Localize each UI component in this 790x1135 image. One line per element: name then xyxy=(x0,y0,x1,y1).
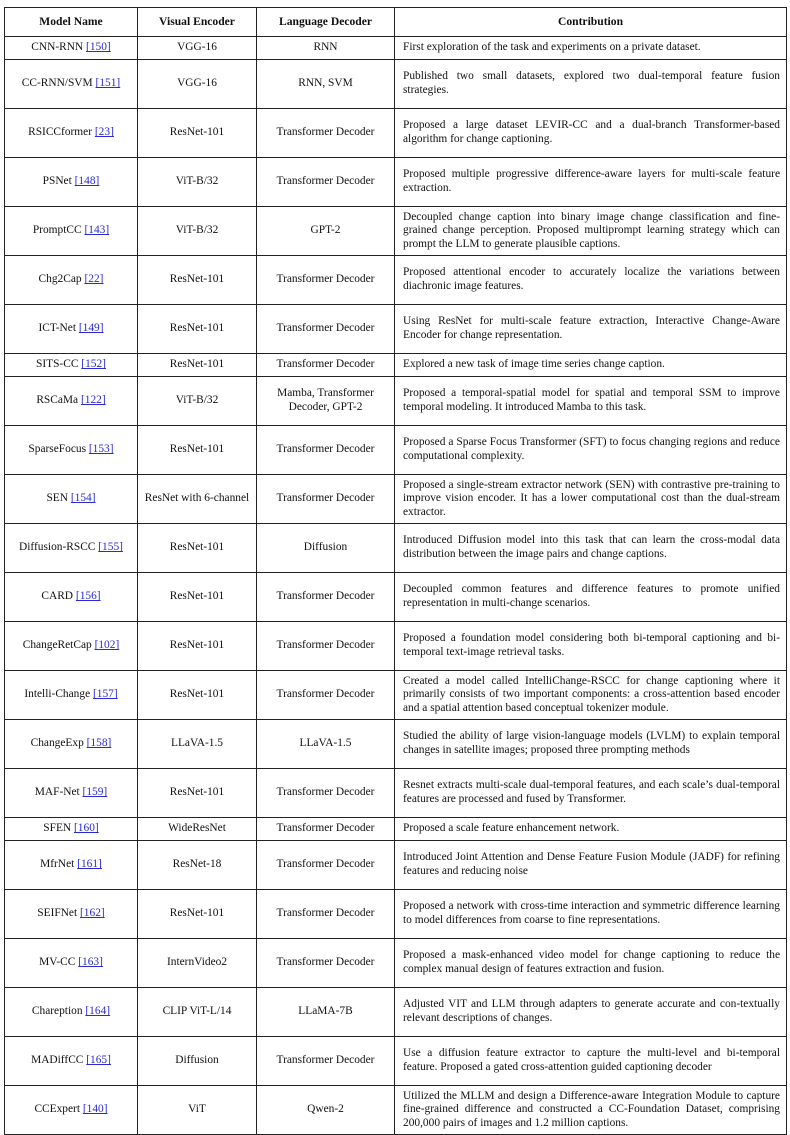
table-row xyxy=(5,354,787,377)
citation-link[interactable]: [153] xyxy=(88,443,114,456)
citation-link[interactable]: [122] xyxy=(80,394,106,407)
citation-link[interactable]: [149] xyxy=(78,322,104,335)
model-name: MADiffCC xyxy=(31,1054,84,1067)
citation-link[interactable]: [150] xyxy=(86,41,111,54)
table-row xyxy=(5,988,787,1037)
contribution-cell: Introduced Joint Attention and Dense Feature Fusion Module (JADF) for refining features and reducing noise xyxy=(395,841,787,890)
table-row xyxy=(5,769,787,818)
model-name-cell xyxy=(5,720,138,769)
citation-link[interactable]: [160] xyxy=(74,822,99,835)
citation-link[interactable]: [162] xyxy=(80,907,105,920)
visual-encoder-cell: ResNet-101 xyxy=(138,354,257,377)
visual-encoder-cell: ResNet with 6-channel xyxy=(138,475,257,524)
language-decoder-cell: Transformer Decoder xyxy=(257,1037,395,1086)
model-name-cell xyxy=(5,573,138,622)
model-name-cell xyxy=(5,671,138,720)
visual-encoder-cell: ViT-B/32 xyxy=(138,207,257,256)
language-decoder-cell: GPT-2 xyxy=(257,207,395,256)
visual-encoder-cell: ResNet-101 xyxy=(138,426,257,475)
language-decoder-cell: LLaVA-1.5 xyxy=(257,720,395,769)
model-name: MAF-Net xyxy=(34,786,80,799)
contribution-cell: Proposed a network with cross-time interaction and symmetric difference learning to model differences from coarse to fine representations. xyxy=(395,890,787,939)
model-name: MfrNet xyxy=(40,858,75,871)
visual-encoder-cell: ResNet-101 xyxy=(138,109,257,158)
citation-link[interactable]: [140] xyxy=(82,1103,108,1116)
language-decoder-cell: Transformer Decoder xyxy=(257,939,395,988)
contribution-cell: Resnet extracts multi-scale dual-temporal features, and each scale’s dual-temporal features are processed and fused by Transformer. xyxy=(395,769,787,818)
language-decoder-cell: Transformer Decoder xyxy=(257,256,395,305)
citation-link[interactable]: [163] xyxy=(78,956,103,969)
language-decoder-cell: RNN, SVM xyxy=(257,60,395,109)
language-decoder-cell: Transformer Decoder xyxy=(257,354,395,377)
table-row xyxy=(5,1037,787,1086)
model-name: Intelli-Change xyxy=(24,688,91,701)
contribution-cell: Introduced Diffusion model into this task that can learn the cross-modal data distribution between the image pairs and change captions. xyxy=(395,524,787,573)
model-name-cell xyxy=(5,305,138,354)
language-decoder-cell: Diffusion xyxy=(257,524,395,573)
citation-link[interactable]: [152] xyxy=(81,358,106,371)
citation-link[interactable]: [161] xyxy=(77,858,102,871)
visual-encoder-cell: ResNet-101 xyxy=(138,622,257,671)
visual-encoder-cell: Diffusion xyxy=(138,1037,257,1086)
table-row xyxy=(5,60,787,109)
contribution-cell: Created a model called IntelliChange-RSCC for change captioning where it primarily consists of two important components: a cross-attention based encoder and a spatial attention based conceptual tokenizer module. xyxy=(395,671,787,720)
header-language-decoder: Language Decoder xyxy=(257,8,395,37)
citation-link[interactable]: [157] xyxy=(92,688,118,701)
language-decoder-cell: Transformer Decoder xyxy=(257,841,395,890)
visual-encoder-cell: VGG-16 xyxy=(138,37,257,60)
contribution-cell: Explored a new task of image time series change caption. xyxy=(395,354,787,377)
language-decoder-cell: Transformer Decoder xyxy=(257,818,395,841)
contribution-cell: Proposed a foundation model considering both bi-temporal captioning and bi-temporal text-image retrieval tasks. xyxy=(395,622,787,671)
visual-encoder-cell: ResNet-101 xyxy=(138,671,257,720)
model-name: PSNet xyxy=(42,175,72,188)
citation-link[interactable]: [23] xyxy=(94,126,114,139)
visual-encoder-cell: ResNet-18 xyxy=(138,841,257,890)
model-name-cell xyxy=(5,939,138,988)
model-name-cell xyxy=(5,622,138,671)
model-name: Chg2Cap xyxy=(38,273,82,286)
model-comparison-table xyxy=(4,7,787,1135)
table-container xyxy=(4,7,786,1135)
contribution-cell: Decoupled change caption into binary image change classification and fine-grained change perception. Proposed multiprompt learning strategy which can prompt the LLM to generate plausible captions. xyxy=(395,207,787,256)
model-name: ChangeExp xyxy=(30,737,84,750)
contribution-cell: Adjusted VIT and LLM through adapters to generate accurate and con-textually relevant descriptions of changes. xyxy=(395,988,787,1037)
table-row xyxy=(5,524,787,573)
citation-link[interactable]: [143] xyxy=(84,224,110,237)
contribution-cell: Proposed a temporal-spatial model for spatial and temporal SSM to improve temporal modeling. It introduced Mamba to this task. xyxy=(395,377,787,426)
visual-encoder-cell: InternVideo2 xyxy=(138,939,257,988)
table-row xyxy=(5,671,787,720)
table-row xyxy=(5,890,787,939)
model-name-cell xyxy=(5,524,138,573)
language-decoder-cell: Transformer Decoder xyxy=(257,426,395,475)
contribution-cell: Proposed a large dataset LEVIR-CC and a dual-branch Transformer-based algorithm for change captioning. xyxy=(395,109,787,158)
model-name: PromptCC xyxy=(32,224,82,237)
model-name: CNN-RNN xyxy=(31,41,84,54)
table-row xyxy=(5,207,787,256)
table-row xyxy=(5,377,787,426)
model-name-cell xyxy=(5,354,138,377)
contribution-cell: Proposed a Sparse Focus Transformer (SFT) to focus changing regions and reduce computational complexity. xyxy=(395,426,787,475)
model-name: Diffusion-RSCC xyxy=(19,541,96,554)
model-name: ChangeRetCap xyxy=(22,639,92,652)
model-name: SITS-CC xyxy=(36,358,79,371)
citation-link[interactable]: [151] xyxy=(95,77,121,90)
model-name: RSCaMa xyxy=(36,394,79,407)
visual-encoder-cell: WideResNet xyxy=(138,818,257,841)
citation-link[interactable]: [155] xyxy=(98,541,123,554)
language-decoder-cell: Transformer Decoder xyxy=(257,305,395,354)
visual-encoder-cell: ViT-B/32 xyxy=(138,377,257,426)
visual-encoder-cell: ViT-B/32 xyxy=(138,158,257,207)
language-decoder-cell: Transformer Decoder xyxy=(257,475,395,524)
language-decoder-cell: Transformer Decoder xyxy=(257,573,395,622)
model-name-cell xyxy=(5,818,138,841)
language-decoder-cell: Transformer Decoder xyxy=(257,671,395,720)
model-name: Chareption xyxy=(31,1005,83,1018)
table-row xyxy=(5,256,787,305)
model-name-cell xyxy=(5,109,138,158)
model-name-cell xyxy=(5,60,138,109)
visual-encoder-cell: ResNet-101 xyxy=(138,305,257,354)
citation-link[interactable]: [22] xyxy=(84,273,104,286)
model-name: SEIFNet xyxy=(37,907,78,920)
model-name-cell xyxy=(5,475,138,524)
table-row xyxy=(5,475,787,524)
visual-encoder-cell: ResNet-101 xyxy=(138,890,257,939)
citation-link[interactable]: [156] xyxy=(75,590,101,603)
model-name: SparseFocus xyxy=(28,443,87,456)
contribution-cell: First exploration of the task and experiments on a private dataset. xyxy=(395,37,787,60)
language-decoder-cell: LLaMA-7B xyxy=(257,988,395,1037)
visual-encoder-cell: ResNet-101 xyxy=(138,769,257,818)
table-row xyxy=(5,109,787,158)
language-decoder-cell: RNN xyxy=(257,37,395,60)
table-row xyxy=(5,158,787,207)
table-row xyxy=(5,573,787,622)
citation-link[interactable]: [159] xyxy=(82,786,108,799)
header-row xyxy=(5,8,787,37)
contribution-cell: Proposed attentional encoder to accurately localize the variations between diachronic image features. xyxy=(395,256,787,305)
contribution-cell: Utilized the MLLM and design a Difference-aware Integration Module to capture fine-grained difference and constructed a CC-Foundation Dataset, comprising 200,000 pairs of images and 1.2 million captions. xyxy=(395,1086,787,1135)
language-decoder-cell: Transformer Decoder xyxy=(257,890,395,939)
model-name: SFEN xyxy=(43,822,72,835)
table-row xyxy=(5,939,787,988)
model-name-cell xyxy=(5,426,138,475)
language-decoder-cell: Mamba, Transformer Decoder, GPT-2 xyxy=(257,377,395,426)
contribution-cell: Proposed a scale feature enhancement network. xyxy=(395,818,787,841)
contribution-cell: Decoupled common features and difference features to promote unified representation in multi-change scenarios. xyxy=(395,573,787,622)
table-row xyxy=(5,426,787,475)
visual-encoder-cell: ViT xyxy=(138,1086,257,1135)
model-name-cell xyxy=(5,207,138,256)
contribution-cell: Using ResNet for multi-scale feature extraction, Interactive Change-Aware Encoder for change representation. xyxy=(395,305,787,354)
visual-encoder-cell: ResNet-101 xyxy=(138,524,257,573)
table-row xyxy=(5,841,787,890)
citation-link[interactable]: [102] xyxy=(94,639,120,652)
model-name-cell xyxy=(5,1037,138,1086)
citation-link[interactable]: [148] xyxy=(74,175,100,188)
model-name: CC-RNN/SVM xyxy=(21,77,93,90)
model-name-cell xyxy=(5,769,138,818)
model-name-cell xyxy=(5,256,138,305)
model-name: RSICCformer xyxy=(28,126,93,139)
contribution-cell: Proposed a mask-enhanced video model for change captioning to reduce the complex manual design of features extraction and fusion. xyxy=(395,939,787,988)
citation-link[interactable]: [154] xyxy=(70,492,96,505)
model-name-cell xyxy=(5,1086,138,1135)
model-name: ICT-Net xyxy=(38,322,76,335)
table-row xyxy=(5,305,787,354)
contribution-cell: Use a diffusion feature extractor to capture the multi-level and bi-temporal feature. Proposed a gated cross-attention guided captioning decoder xyxy=(395,1037,787,1086)
citation-link[interactable]: [158] xyxy=(86,737,112,750)
model-name: CCExpert xyxy=(34,1103,80,1116)
language-decoder-cell: Transformer Decoder xyxy=(257,109,395,158)
model-name-cell xyxy=(5,988,138,1037)
contribution-cell: Proposed a single-stream extractor network (SEN) with contrastive pre-training to improve vision encoder. It has a lower computational cost than the dual-stream extractor. xyxy=(395,475,787,524)
citation-link[interactable]: [165] xyxy=(86,1054,111,1067)
model-name-cell xyxy=(5,377,138,426)
model-name: SEN xyxy=(46,492,68,505)
language-decoder-cell: Qwen-2 xyxy=(257,1086,395,1135)
header-visual-encoder: Visual Encoder xyxy=(138,8,257,37)
model-name: CARD xyxy=(41,590,74,603)
visual-encoder-cell: VGG-16 xyxy=(138,60,257,109)
header-contribution: Contribution xyxy=(395,8,787,37)
visual-encoder-cell: ResNet-101 xyxy=(138,256,257,305)
header-model-name: Model Name xyxy=(5,8,138,37)
visual-encoder-cell: LLaVA-1.5 xyxy=(138,720,257,769)
model-name: MV-CC xyxy=(39,956,76,969)
visual-encoder-cell: CLIP ViT-L/14 xyxy=(138,988,257,1037)
contribution-cell: Studied the ability of large vision-language models (LVLM) to explain temporal changes in satellite images; proposed three prompting methods xyxy=(395,720,787,769)
language-decoder-cell: Transformer Decoder xyxy=(257,622,395,671)
model-name-cell xyxy=(5,37,138,60)
model-name-cell xyxy=(5,890,138,939)
model-name-cell xyxy=(5,158,138,207)
model-name-cell xyxy=(5,841,138,890)
table-row xyxy=(5,818,787,841)
table-row xyxy=(5,1086,787,1135)
contribution-cell: Proposed multiple progressive difference-aware layers for multi-scale feature extraction. xyxy=(395,158,787,207)
table-row xyxy=(5,622,787,671)
contribution-cell: Published two small datasets, explored two dual-temporal feature fusion strategies. xyxy=(395,60,787,109)
language-decoder-cell: Transformer Decoder xyxy=(257,769,395,818)
table-row xyxy=(5,37,787,60)
language-decoder-cell: Transformer Decoder xyxy=(257,158,395,207)
citation-link[interactable]: [164] xyxy=(85,1005,111,1018)
visual-encoder-cell: ResNet-101 xyxy=(138,573,257,622)
table-row xyxy=(5,720,787,769)
